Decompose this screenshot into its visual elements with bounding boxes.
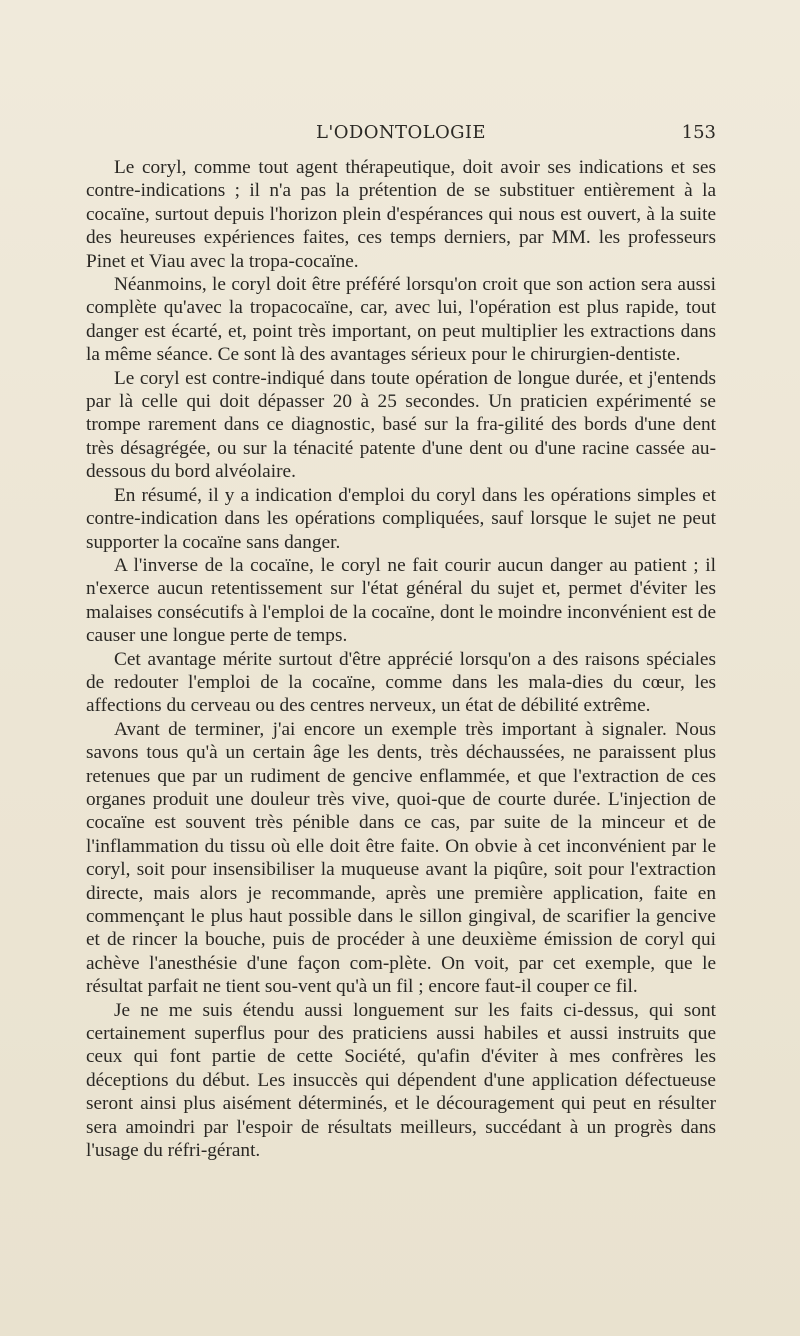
paragraph: Je ne me suis étendu aussi longuement sur les faits ci-dessus, qui sont certainement superflus pour des praticiens aussi habiles et aussi instruits que ceux qui font partie de cette Société, qu'afin d'éviter à mes confrères les déceptions du début. Les insuccès qui dépendent d'une application défectueuse seront ainsi plus aisément déterminés, et le découragement qui peut en résulter sera amoindri par l'espoir de résultats meilleurs, succédant à un progrès dans l'usage du réfri-gérant. (86, 999, 716, 1162)
page-header (86, 122, 716, 150)
paragraph: Le coryl est contre-indiqué dans toute opération de longue durée, et j'entends par là celle qui doit dépasser 20 à 25 secondes. Un praticien expérimenté se trompe rarement dans ce diagnostic, basé sur la fra-gilité des bords d'une dent très désagrégée, ou sur la ténacité patente d'une dent ou d'une racine cassée au-dessous du bord alvéolaire. (86, 367, 716, 483)
paragraph: En résumé, il y a indication d'emploi du coryl dans les opérations simples et contre-indication dans les opérations compliquées, sauf lorsque le sujet ne peut supporter la cocaïne sans danger. (86, 484, 716, 553)
paragraph: A l'inverse de la cocaïne, le coryl ne fait courir aucun danger au patient ; il n'exerce aucun retentissement sur l'état général du sujet et, permet d'éviter les malaises consécutifs à l'emploi de la cocaïne, dont le moindre inconvénient est de causer une longue perte de temps. (86, 554, 716, 647)
paragraph: Néanmoins, le coryl doit être préféré lorsqu'on croit que son action sera aussi complète qu'avec la tropacocaïne, car, avec lui, l'opération est plus rapide, tout danger est écarté, et, point très important, on peut multiplier les extractions dans la même séance. Ce sont là des avantages sérieux pour le chirurgien-dentiste. (86, 274, 716, 366)
running-title: L'ODONTOLOGIE (316, 122, 486, 143)
page-number: 153 (681, 122, 716, 143)
paragraph: Avant de terminer, j'ai encore un exemple très important à signaler. Nous savons tous qu'à un certain âge les dents, très déchaussées, ne paraissent plus retenues que par un rudiment de gencive enflammée, et que l'extraction de ces organes produit une douleur très vive, quoi-que de courte durée. L'injection de cocaïne est souvent très pénible dans ce cas, par suite de la minceur et de l'inflammation du tissu où elle doit être faite. On obvie à cet inconvénient par le coryl, soit pour insensibiliser la muqueuse avant la piqûre, soit pour l'extraction directe, mais alors je recommande, après une première application, faite en commençant le plus haut possible dans le sillon gingival, de scarifier la gencive et de rincer la bouche, puis de procéder à une deuxième émission de coryl qui achève l'anesthésie d'une façon com-plète. On voit, par cet exemple, que le résultat parfait ne tient sou-vent qu'à un fil ; encore faut-il couper ce fil. (86, 718, 716, 998)
paragraph: Cet avantage mérite surtout d'être apprécié lorsqu'on a des raisons spéciales de redouter l'emploi de la cocaïne, comme dans les mala-dies du cœur, les affections du cerveau ou des centres nerveux, un état de débilité extrême. (86, 648, 716, 717)
paragraph: Le coryl, comme tout agent thérapeutique, doit avoir ses indications et ses contre-indications ; il n'a pas la prétention de se substituer entièrement à la cocaïne, surtout depuis l'horizon plein d'espérances qui nous est ouvert, à la suite des heureuses expériences faites, ces temps derniers, par MM. les professeurs Pinet et Viau avec la tropa-cocaïne. (86, 157, 716, 272)
page-body (86, 156, 716, 1162)
